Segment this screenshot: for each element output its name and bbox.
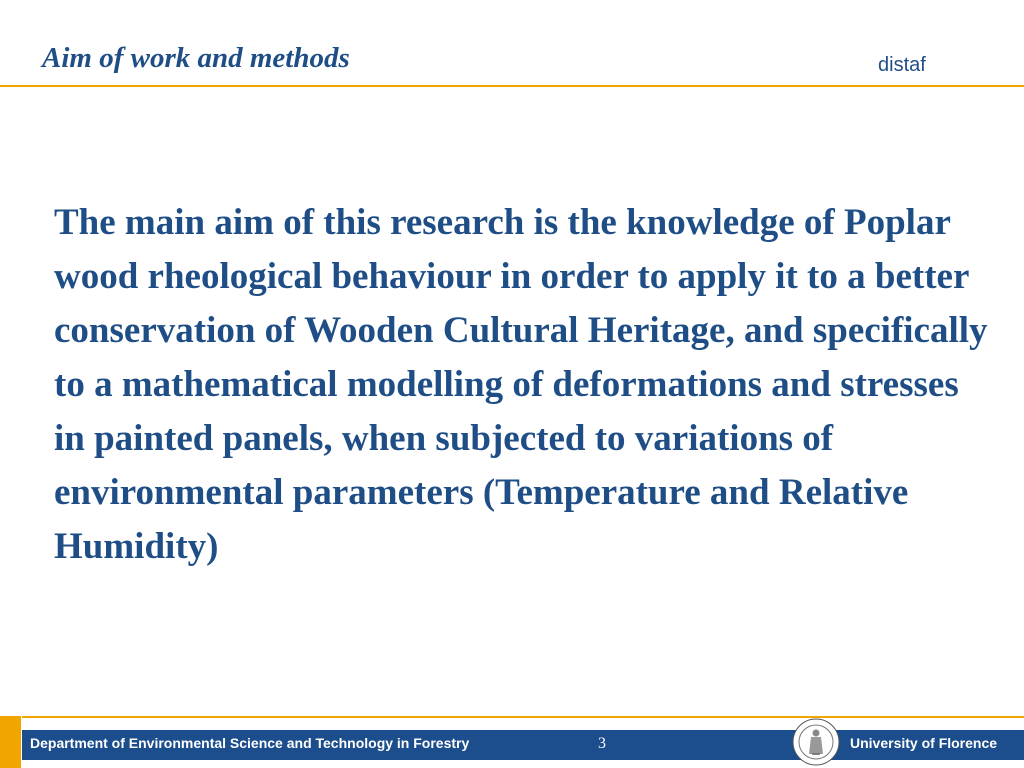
footer-accent-block <box>0 716 21 768</box>
footer-divider <box>22 716 1024 718</box>
header-brand-label: distaf <box>878 54 926 76</box>
header-divider <box>0 85 1024 87</box>
slide-title: Aim of work and methods <box>42 42 350 74</box>
page-number: 3 <box>598 735 606 752</box>
footer-university-label: University of Florence <box>850 735 998 751</box>
university-seal-icon <box>792 718 840 766</box>
footer-department-label: Department of Environmental Science and Technology in Forestry <box>30 735 470 751</box>
main-paragraph: The main aim of this research is the knowledge of Poplar wood rheological behaviour in order to apply it to a better conservation of Wooden Cultural Heritage, and specifically to a mathematical modelling of deformations and stresses in painted panels, when subjected to variations of environmental parameters (Temperature and Relative Humidity) <box>54 202 988 567</box>
